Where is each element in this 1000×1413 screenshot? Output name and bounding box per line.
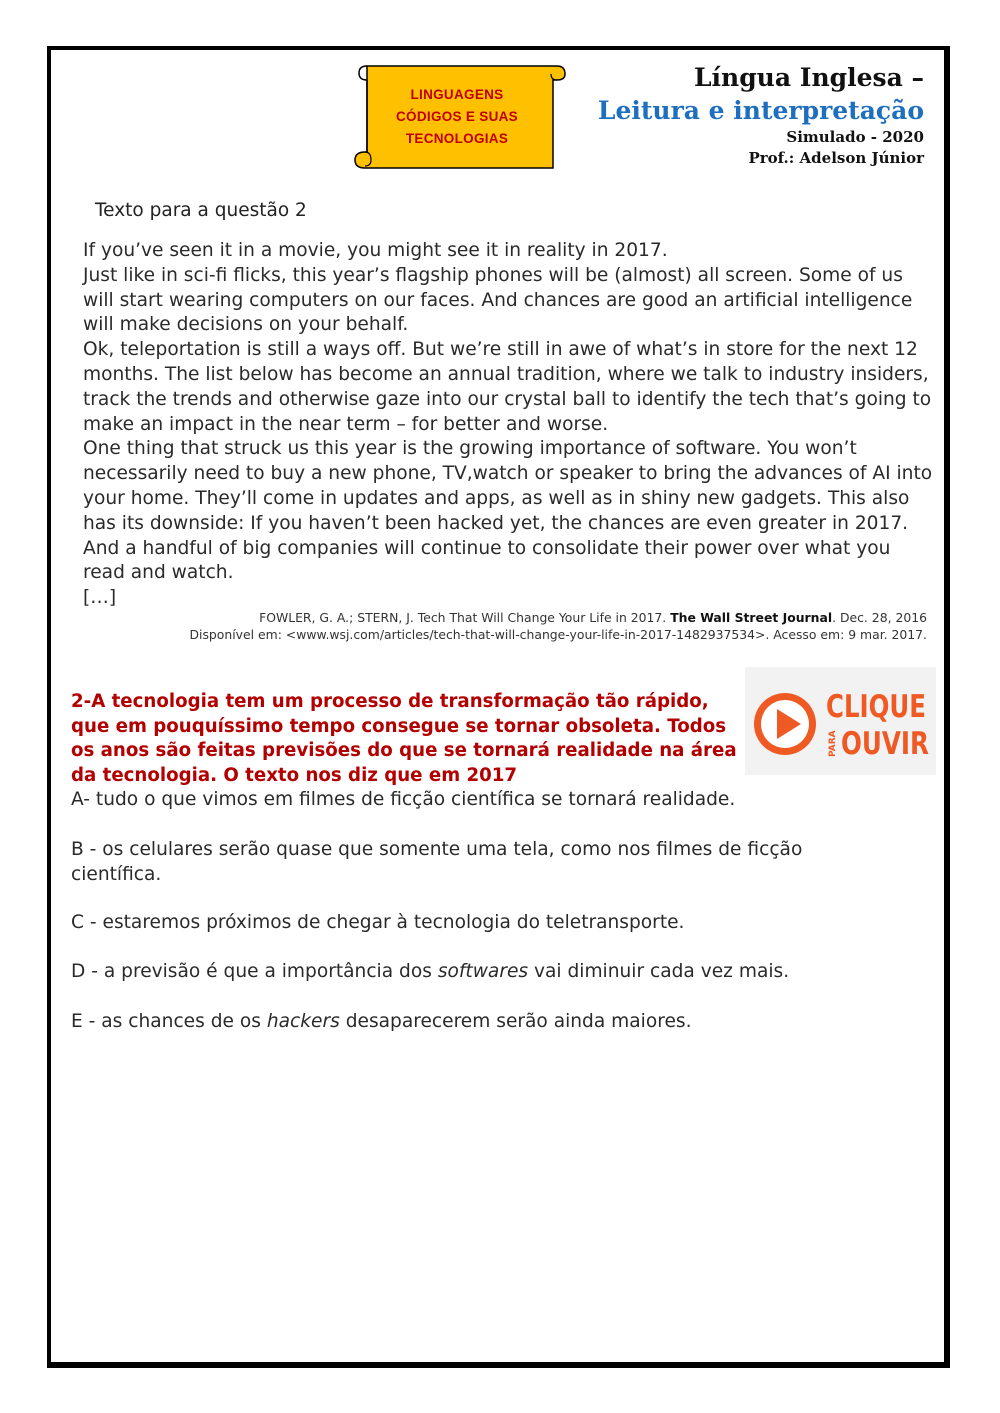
option-d-text: D - a previsão é que a importância dos: [71, 961, 438, 982]
citation-available: Disponível em: <www.wsj.com/articles/tech-that-will-change-your-life-in-2017-1482937534>. Acesso em: 9 mar. 2017.: [189, 627, 927, 642]
subject-area-banner: [345, 60, 567, 172]
subject-title: Língua Inglesa –: [693, 63, 924, 92]
citation-date: . Dec. 28, 2016: [832, 610, 927, 625]
passage-ellipsis: […]: [83, 587, 117, 609]
banner-line-2: CÓDIGOS E SUAS: [396, 109, 518, 124]
passage-paragraph: Ok, teleportation is still a ways off. But we’re still in awe of what’s in store for the next 12 months. The list below has become an annual tradition, where we talk to industry insiders, track the trends and otherwise gaze into our crystal ball to identify the tech that’s going to make an impact in the near term – for better and worse.: [83, 339, 932, 435]
citation-authors-title: FOWLER, G. A.; STERN, J. Tech That Will Change Your Life in 2017.: [259, 610, 667, 625]
option-e[interactable]: [71, 1010, 881, 1035]
passage-paragraph: One thing that struck us this year is the growing importance of software. You won’t necessarily need to buy a new phone, TV,watch or speaker to bring the advances of AI into your home. They’ll come in updates and apps, as well as in shiny new gadgets. This also has its downside: If you haven’t been hacked yet, the chances are even greater in 2017. And a handful of big companies will continue to consolidate their power over what you read and watch.: [83, 438, 933, 584]
topic-title: Leitura e interpretação: [597, 96, 924, 125]
teacher-name: Prof.: Adelson Júnior: [748, 149, 924, 167]
option-a[interactable]: A- tudo o que vimos em filmes de ficção científica se tornará realidade.: [71, 789, 736, 810]
passage-label: Texto para a questão 2: [95, 200, 307, 221]
exam-label: Simulado - 2020: [786, 128, 924, 146]
audio-label-bottom: OUVIR: [841, 726, 929, 762]
reading-passage: [83, 239, 933, 611]
banner-line-1: LINGUAGENS: [410, 87, 504, 102]
option-e-text: E - as chances de os: [71, 1011, 267, 1032]
option-e-emphasis: hackers: [266, 1011, 340, 1032]
passage-paragraph: Just like in sci-fi flicks, this year’s flagship phones will be (almost) all screen. Some of us will start wearing computers on our faces. And chances are good an artificial intelligence will make decisions on your behalf.: [83, 264, 913, 336]
option-d-tail: vai diminuir cada vez mais.: [528, 961, 790, 982]
option-d-emphasis: softwares: [437, 961, 529, 982]
audio-label-small: PARA: [828, 730, 838, 757]
banner-line-3: TECNOLOGIAS: [405, 131, 509, 146]
citation-line-1: [189, 609, 927, 626]
passage-paragraph: If you’ve seen it in a movie, you might see it in reality in 2017.: [83, 240, 668, 261]
option-e-tail: desaparecerem serão ainda maiores.: [339, 1011, 692, 1032]
audio-label-top: CLIQUE: [826, 689, 926, 725]
option-d[interactable]: [71, 960, 881, 985]
option-c[interactable]: C - estaremos próximos de chegar à tecnologia do teletransporte.: [71, 912, 685, 933]
source-citation: [189, 609, 927, 643]
option-b[interactable]: B - os celulares serão quase que somente uma tela, como nos filmes de ficção científica.: [71, 839, 803, 885]
listen-audio-button[interactable]: [745, 667, 936, 775]
question-prompt: 2-A tecnologia tem um processo de transformação tão rápido, que em pouquíssimo tempo consegue se tornar obsoleta. Todos os anos são feitas previsões do que se tornará realidade na área da tecnologia. O texto nos diz que em 2017: [71, 691, 737, 786]
citation-journal: The Wall Street Journal: [670, 610, 833, 625]
document-header: [598, 62, 924, 169]
